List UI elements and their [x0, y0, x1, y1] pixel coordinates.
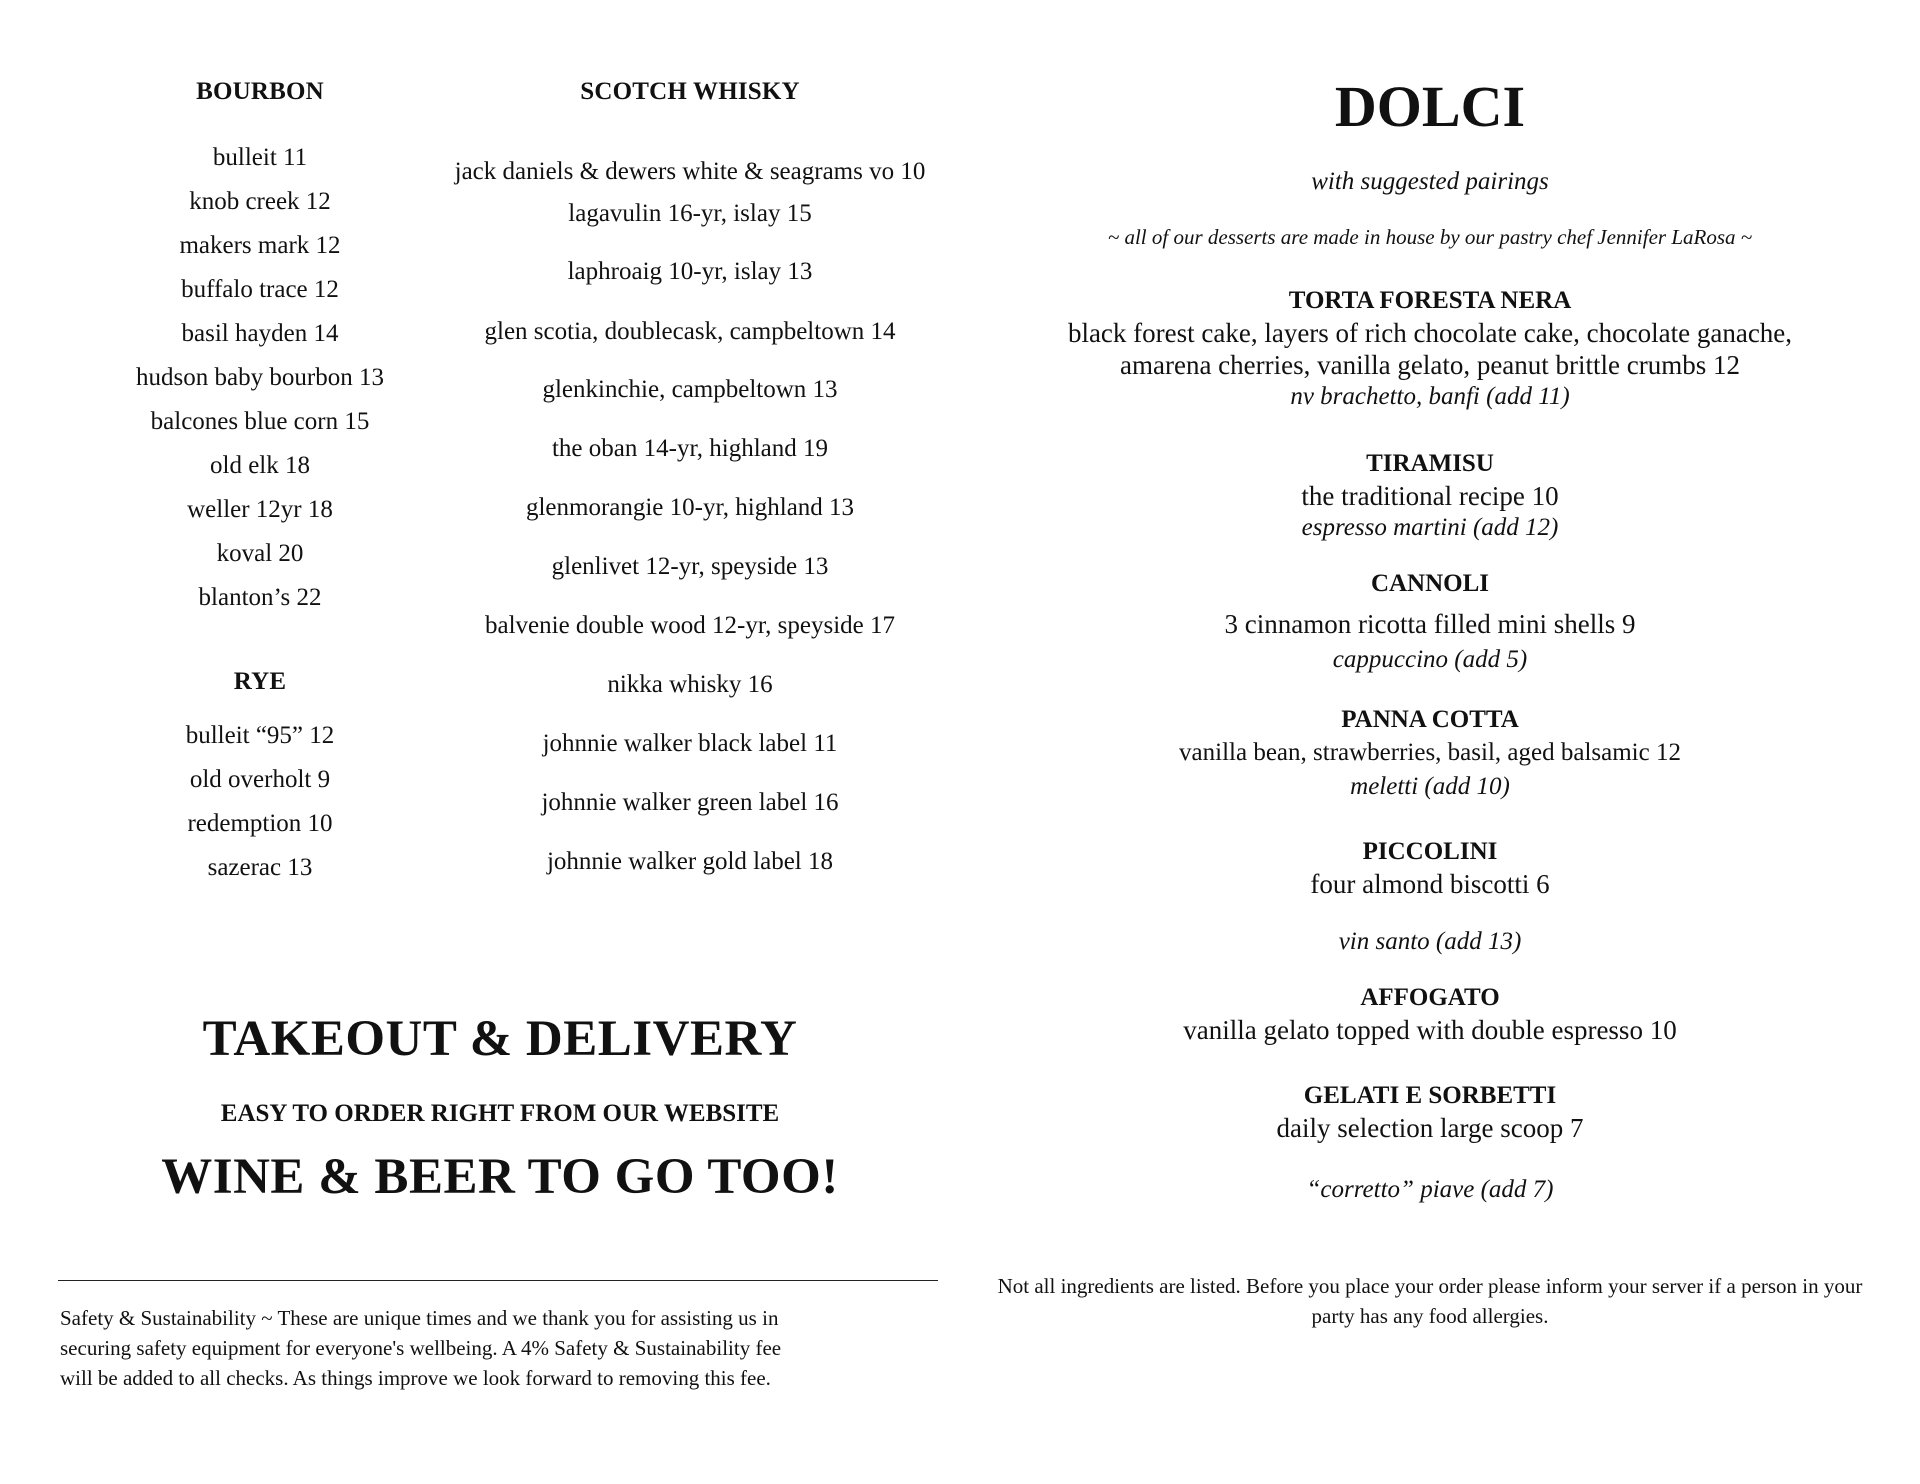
bourbon-item: weller 12yr 18: [187, 496, 333, 523]
dolci-subtitle: with suggested pairings: [1311, 168, 1549, 195]
safety-line: Safety & Sustainability ~ These are unique times and we thank you for assisting us in: [60, 1306, 779, 1330]
bourbon-item: makers mark 12: [179, 232, 341, 259]
scotch-heading: SCOTCH WHISKY: [580, 78, 800, 105]
dish-name: TORTA FORESTA NERA: [1288, 287, 1572, 314]
scotch-item: laphroaig 10-yr, islay 13: [567, 258, 813, 285]
dish-desc: 3 cinnamon ricotta filled mini shells 9: [1224, 609, 1636, 639]
divider-rule: [58, 1280, 938, 1281]
dish-name: CANNOLI: [1370, 570, 1490, 597]
pastry-chef-note: ~ all of our desserts are made in house by our pastry chef Jennifer LaRosa ~: [1107, 225, 1753, 249]
bourbon-item: bulleit 11: [212, 144, 308, 171]
safety-line: securing safety equipment for everyone's wellbeing. A 4% Safety & Sustainability fee: [60, 1336, 782, 1360]
rye-heading: RYE: [233, 668, 287, 695]
scotch-item: johnnie walker gold label 18: [546, 848, 834, 875]
dish-desc: the traditional recipe 10: [1301, 481, 1559, 511]
allergy-notice: Not all ingredients are listed. Before you place your order please inform your server if a person in your party has any food allergies.: [997, 1274, 1863, 1328]
dish-pairing: “corretto” piave (add 7): [1306, 1176, 1554, 1203]
bourbon-item: buffalo trace 12: [181, 276, 339, 303]
dish-pairing: meletti (add 10): [1350, 773, 1510, 800]
dish-gelati: [990, 1080, 1870, 1206]
scotch-item: johnnie walker green label 16: [541, 789, 839, 816]
easy-order-text: EASY TO ORDER RIGHT FROM OUR WEBSITE: [220, 1100, 780, 1127]
bourbon-section: [95, 78, 425, 628]
rye-item: sazerac 13: [207, 854, 313, 881]
dish-desc: four almond biscotti 6: [1310, 869, 1550, 899]
bourbon-item: knob creek 12: [189, 188, 331, 215]
scotch-item: the oban 14-yr, highland 19: [551, 435, 829, 462]
scotch-item: glenmorangie 10-yr, highland 13: [525, 494, 855, 521]
dish-name: PICCOLINI: [1362, 838, 1498, 865]
scotch-item: balvenie double wood 12-yr, speyside 17: [484, 612, 896, 639]
dish-pairing: nv brachetto, banfi (add 11): [1290, 383, 1570, 410]
scotch-item: nikka whisky 16: [607, 671, 773, 698]
safety-line: will be added to all checks. As things improve we look forward to removing this fee.: [60, 1366, 771, 1390]
bourbon-item: basil hayden 14: [181, 320, 339, 347]
bourbon-item: blanton’s 22: [198, 584, 322, 611]
rye-item: old overholt 9: [189, 766, 331, 793]
bourbon-item: old elk 18: [210, 452, 310, 479]
scotch-item: glenlivet 12-yr, speyside 13: [551, 553, 829, 580]
dish-pairing: espresso martini (add 12): [1301, 514, 1559, 541]
dish-cannoli: [990, 568, 1870, 678]
rye-section: [95, 668, 425, 898]
dish-desc: vanilla bean, strawberries, basil, aged balsamic 12: [1179, 739, 1681, 766]
bourbon-heading: BOURBON: [196, 78, 324, 105]
dish-desc: amarena cherries, vanilla gelato, peanut brittle crumbs 12: [1120, 350, 1740, 380]
bourbon-item: hudson baby bourbon 13: [136, 364, 384, 391]
dish-name: TIRAMISU: [1366, 450, 1494, 477]
dish-piccolini: [990, 836, 1870, 958]
rye-item: bulleit “95” 12: [185, 722, 335, 749]
dish-name: GELATI E SORBETTI: [1303, 1082, 1557, 1109]
scotch-item: lagavulin 16-yr, islay 15: [568, 200, 812, 227]
dish-name: PANNA COTTA: [1341, 706, 1519, 733]
scotch-item: glenkinchie, campbeltown 13: [542, 376, 838, 403]
bourbon-item: koval 20: [216, 540, 304, 567]
scotch-section: [420, 78, 960, 888]
dish-tiramisu: [990, 448, 1870, 544]
bourbon-item: balcones blue corn 15: [150, 408, 370, 435]
rye-item: redemption 10: [187, 810, 333, 837]
safety-notice: [60, 1303, 960, 1393]
dish-desc: vanilla gelato topped with double espresso 10: [1183, 1015, 1677, 1045]
scotch-item: glen scotia, doublecask, campbeltown 14: [484, 318, 896, 345]
dish-torta: [990, 285, 1870, 413]
dish-name: AFFOGATO: [1360, 984, 1500, 1011]
dish-affogato: [990, 982, 1870, 1046]
scotch-item: jack daniels & dewers white & seagrams vo 10: [454, 158, 926, 185]
wine-beer-heading: WINE & BEER TO GO TOO!: [161, 1149, 839, 1205]
takeout-heading: TAKEOUT & DELIVERY: [202, 1011, 798, 1067]
dish-desc: black forest cake, layers of rich chocolate cake, chocolate ganache,: [1067, 318, 1793, 348]
dish-pairing: cappuccino (add 5): [1332, 646, 1528, 673]
scotch-item: johnnie walker black label 11: [542, 730, 838, 757]
dolci-title: DOLCI: [1334, 74, 1526, 139]
dish-panna-cotta: [990, 704, 1870, 804]
dish-pairing: vin santo (add 13): [1338, 928, 1522, 955]
dish-desc: daily selection large scoop 7: [1276, 1113, 1584, 1143]
